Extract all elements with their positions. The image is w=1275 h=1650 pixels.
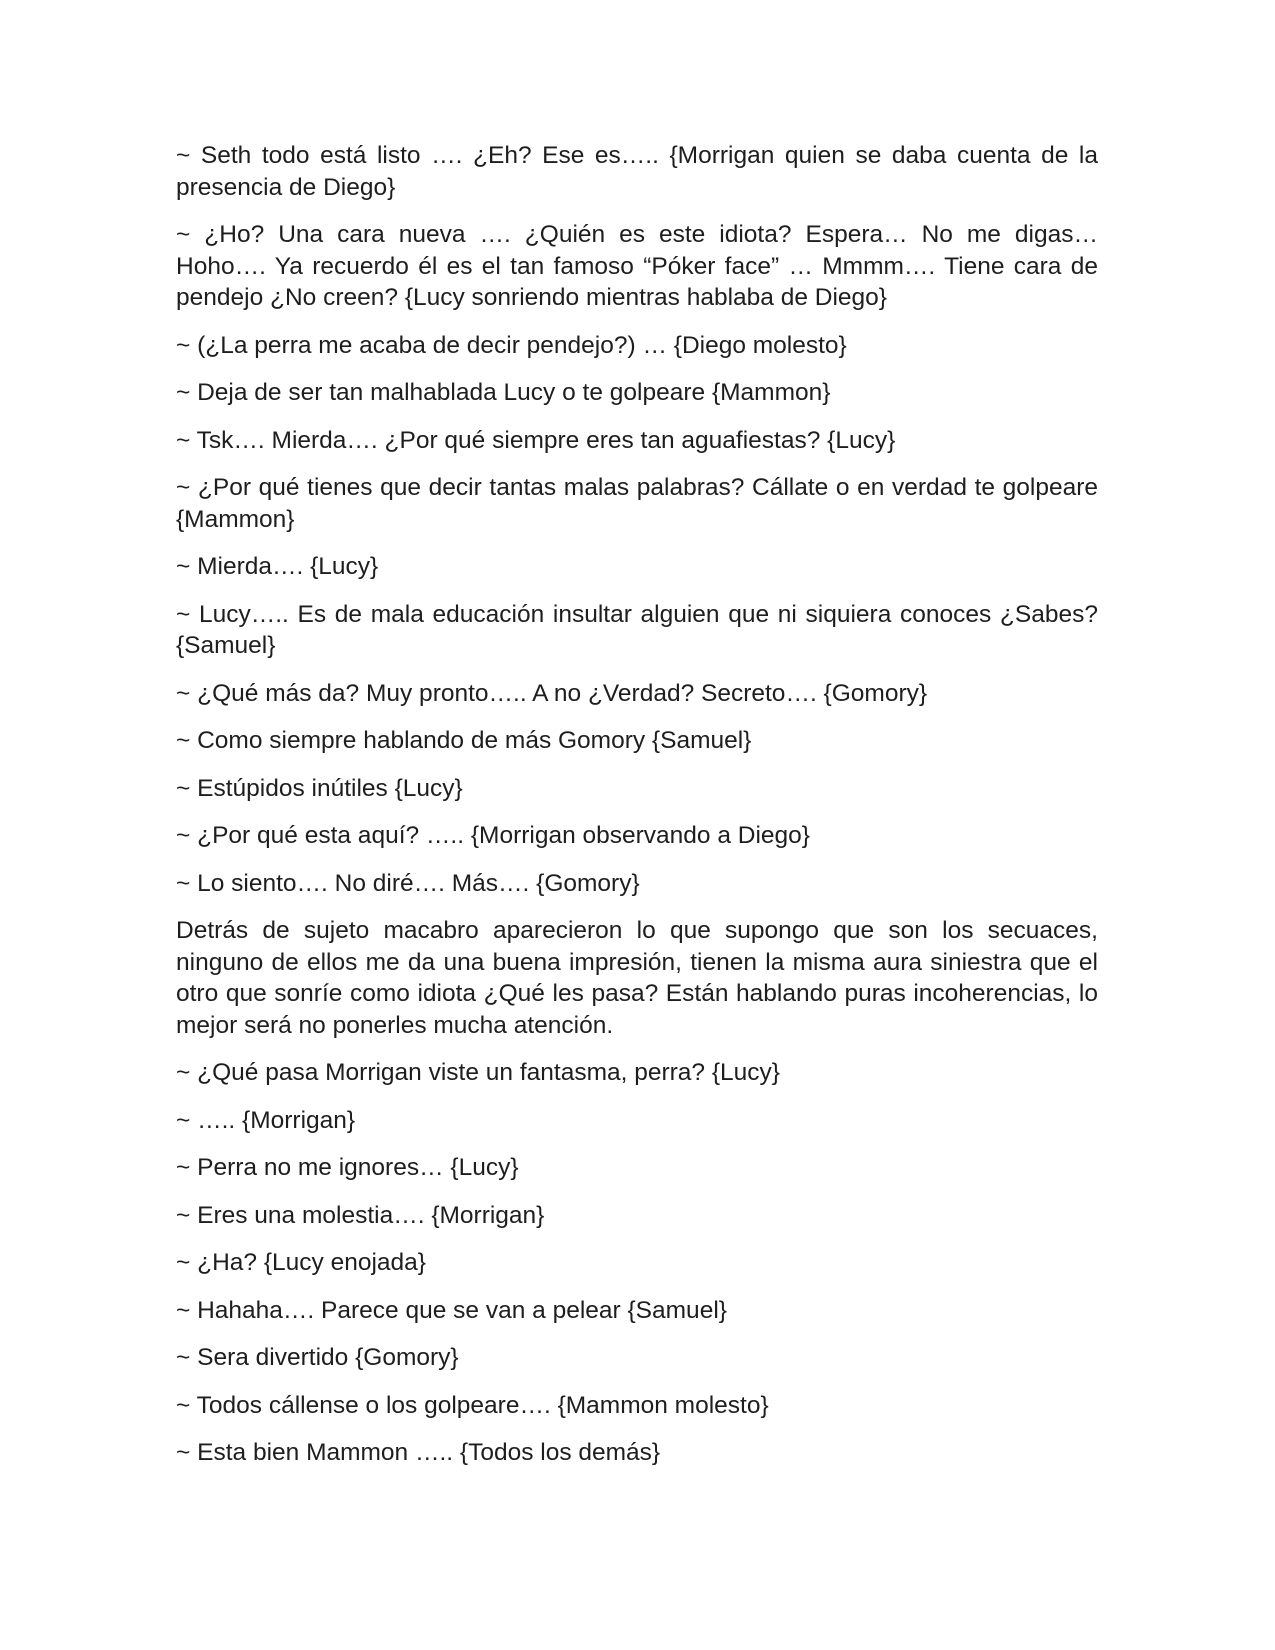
dialogue-line: ~ Lucy….. Es de mala educación insultar alguien que ni siquiera conoces ¿Sabes? {Samuel} <box>176 600 1098 659</box>
narration-paragraph: Detrás de sujeto macabro aparecieron lo que supongo que son los secuaces, ninguno de ellos me da una buena impresión, tienen la misma aura siniestra que el otro que sonríe como idiota ¿Qué les pasa? Están hablando puras incoherencias, lo mejor será no ponerles mucha atención. <box>176 917 1098 1039</box>
dialogue-line: ~ Todos cállense o los golpeare…. {Mammon molesto} <box>176 1391 769 1419</box>
dialogue-line: ~ Perra no me ignores… {Lucy} <box>176 1154 519 1181</box>
dialogue-line: ~ Estúpidos inútiles {Lucy} <box>176 774 463 802</box>
dialogue-line: ~ ¿Por qué tienes que decir tantas malas palabras? Cállate o en verdad te golpeare {Mammon} <box>176 474 1098 533</box>
dialogue-line: ~ Hahaha…. Parece que se van a pelear {Samuel} <box>176 1296 727 1324</box>
dialogue-line: ~ ….. {Morrigan} <box>176 1106 356 1134</box>
dialogue-line: ~ Sera divertido {Gomory} <box>176 1344 459 1371</box>
dialogue-line: ~ Tsk…. Mierda…. ¿Por qué siempre eres tan aguafiestas? {Lucy} <box>176 426 896 454</box>
dialogue-line: ~ ¿Ho? Una cara nueva …. ¿Quién es este idiota? Espera… No me digas… Hoho…. Ya recuerdo él es el tan famoso “Póker face” … Mmmm…. Tiene cara de pendejo ¿No creen? {Lucy sonriendo mientras hablaba de Diego} <box>176 221 1098 311</box>
dialogue-line: ~ Como siempre hablando de más Gomory {Samuel} <box>176 727 752 754</box>
dialogue-line: ~ ¿Por qué esta aquí? ….. {Morrigan observando a Diego} <box>176 822 810 849</box>
dialogue-line: ~ Deja de ser tan malhablada Lucy o te golpeare {Mammon} <box>176 379 831 406</box>
dialogue-line: ~ Esta bien Mammon ….. {Todos los demás} <box>176 1439 661 1466</box>
dialogue-line: ~ Lo siento…. No diré…. Más…. {Gomory} <box>176 869 640 897</box>
dialogue-line: ~ Seth todo está listo …. ¿Eh? Ese es….. {Morrigan quien se daba cuenta de la presencia de Diego} <box>176 142 1098 201</box>
dialogue-line: ~ (¿La perra me acaba de decir pendejo?) … {Diego molesto} <box>176 331 847 359</box>
dialogue-line: ~ Eres una molestia…. {Morrigan} <box>176 1201 545 1229</box>
dialogue-line: ~ ¿Qué más da? Muy pronto….. A no ¿Verdad? Secreto…. {Gomory} <box>176 679 928 707</box>
dialogue-line: ~ Mierda…. {Lucy} <box>176 553 379 580</box>
document-page <box>176 140 1098 1485</box>
dialogue-line: ~ ¿Ha? {Lucy enojada} <box>176 1249 426 1276</box>
dialogue-line: ~ ¿Qué pasa Morrigan viste un fantasma, perra? {Lucy} <box>176 1059 780 1086</box>
